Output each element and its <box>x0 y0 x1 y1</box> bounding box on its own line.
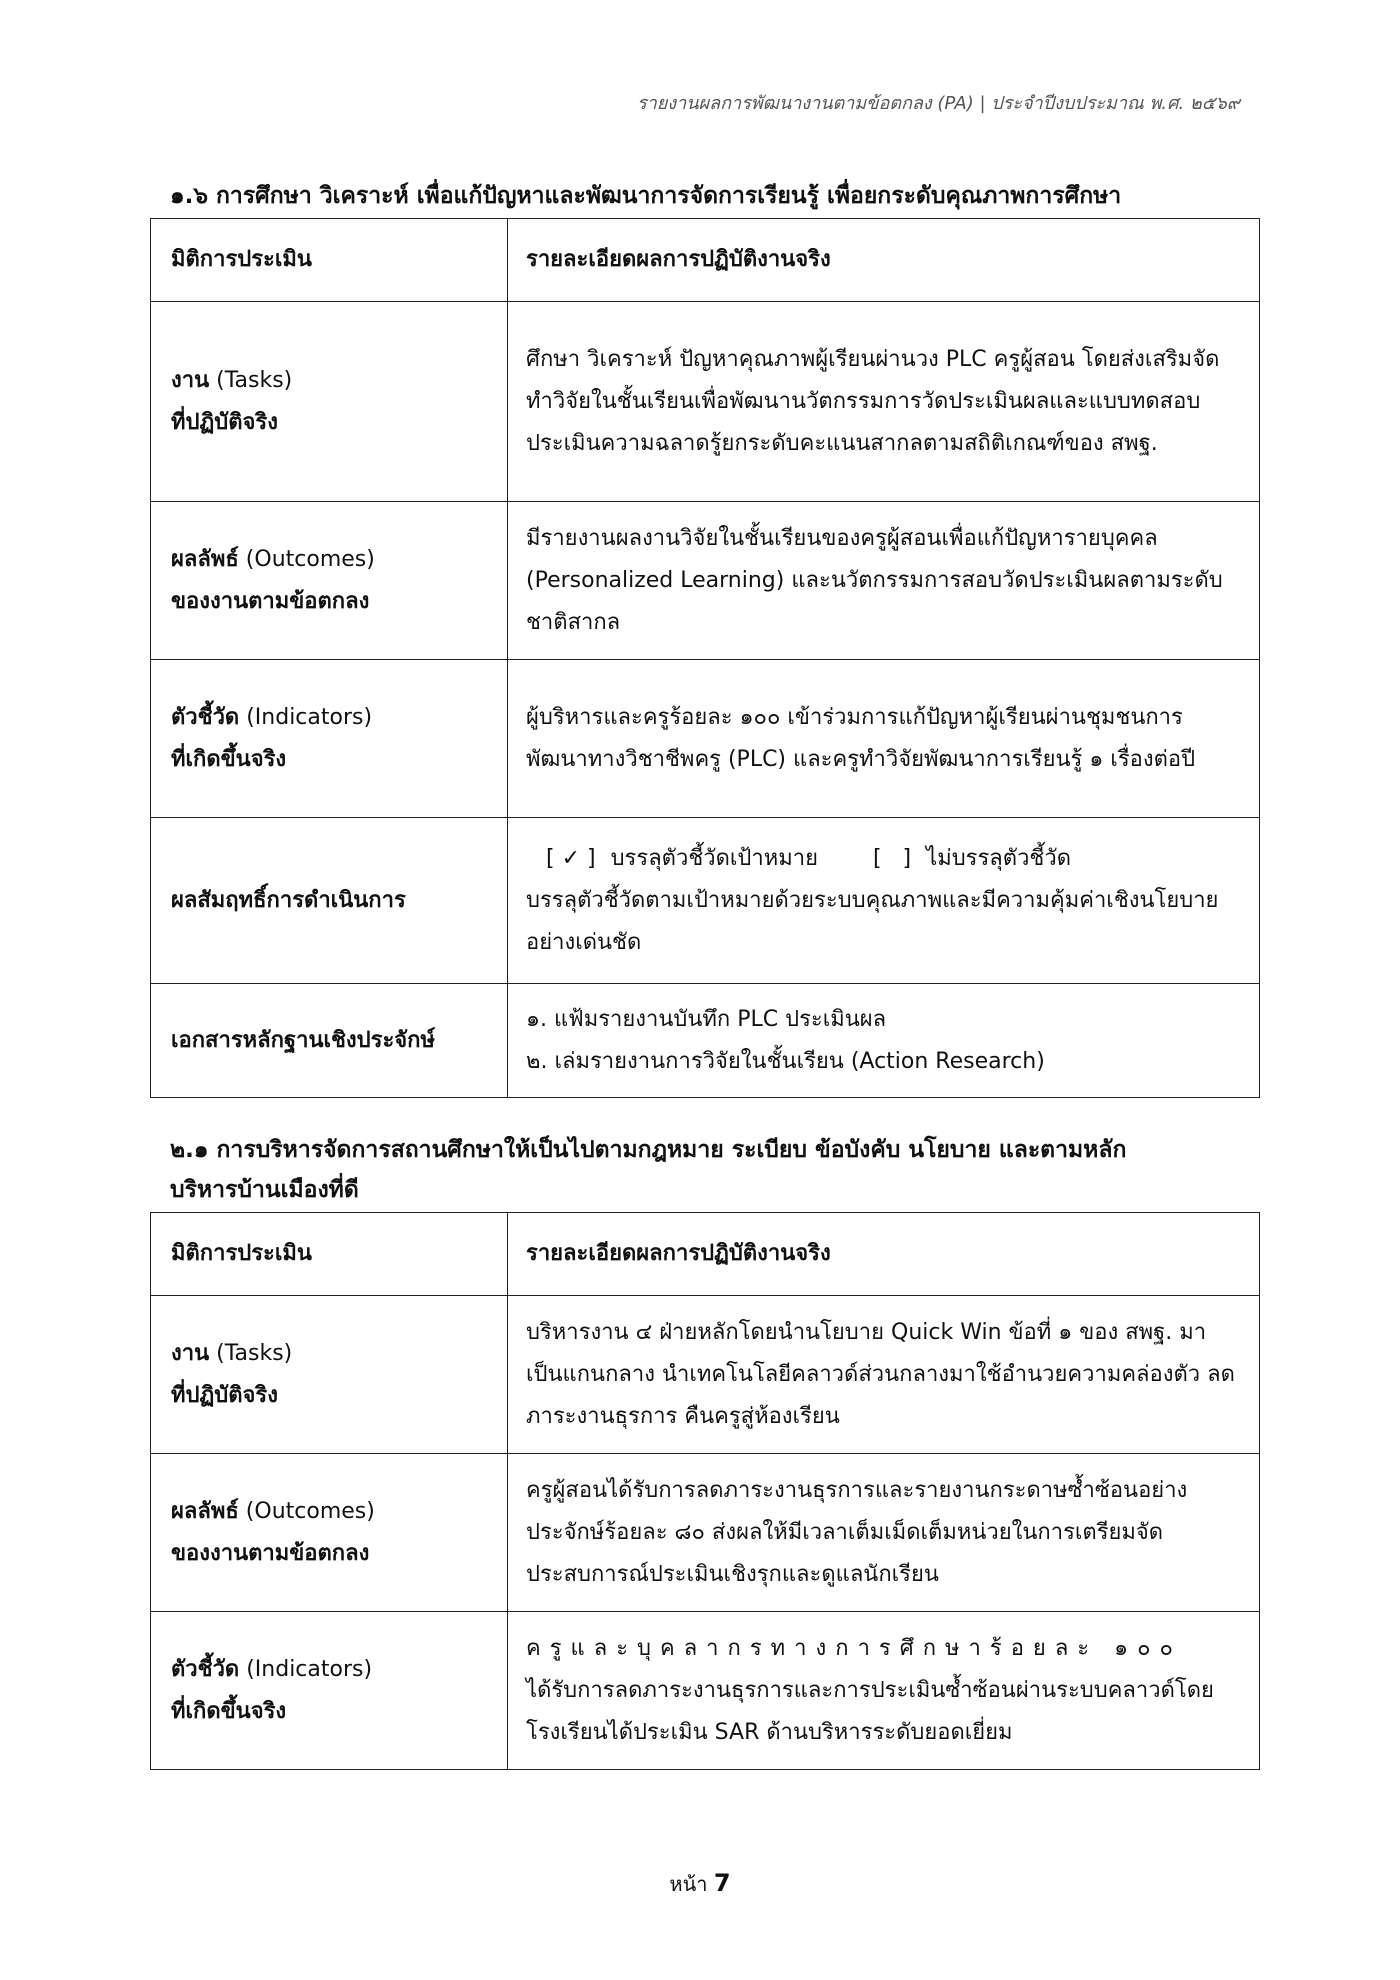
achievement-detail: บรรลุตัวชี้วัดตามเป้าหมายด้วยระบบคุณภาพและมีความคุ้มค่าเชิงนโยบายอย่างเด่นชัด <box>526 887 1219 955</box>
checkbox-label-not-achieved: ไม่บรรลุตัวชี้วัด <box>926 845 1071 871</box>
row-label: ผลสัมฤทธิ์การดำเนินการ <box>151 818 508 984</box>
row-detail: ศึกษา วิเคราะห์ ปัญหาคุณภาพผู้เรียนผ่านวง PLC ครูผู้สอน โดยส่งเสริมจัดทำวิจัยในชั้นเรียนเพื่อพัฒนานวัตกรรมการวัดประเมินผลและแบบทดสอบประเมินความฉลาดรู้ยกระดับคะแนนสากลตามสถิติเกณฑ์ของ สพฐ. <box>508 302 1260 502</box>
evidence-item: ๒. เล่มรายงานการวิจัยในชั้นเรียน (Action Research) <box>526 1048 1045 1074</box>
row-label: ผลลัพธ์ (Outcomes) ของงานตามข้อตกลง <box>151 1454 508 1612</box>
column-header-dimension: มิติการประเมิน <box>151 1213 508 1296</box>
column-header-detail: รายละเอียดผลการปฏิบัติงานจริง <box>508 1213 1260 1296</box>
table-row <box>151 1296 1260 1454</box>
row-label: ผลลัพธ์ (Outcomes) ของงานตามข้อตกลง <box>151 502 508 660</box>
page-number: หน้า 7 <box>669 1869 731 1897</box>
row-detail <box>508 818 1260 984</box>
table-row <box>151 1612 1260 1770</box>
checkbox-label-achieved: บรรลุตัวชี้วัดเป้าหมาย <box>610 845 818 871</box>
row-label: ตัวชี้วัด (Indicators) ที่เกิดขึ้นจริง <box>151 1612 508 1770</box>
table-row <box>151 1454 1260 1612</box>
table-row-evidence <box>151 984 1260 1098</box>
row-detail <box>508 1612 1260 1770</box>
evaluation-table <box>150 1212 1260 1770</box>
table-row <box>151 660 1260 818</box>
table-header-row <box>151 219 1260 302</box>
section-1-6 <box>150 176 1260 1098</box>
evidence-item: ๑. แฟ้มรายงานบันทึก PLC ประเมินผล <box>526 1006 887 1032</box>
row-label: ตัวชี้วัด (Indicators) ที่เกิดขึ้นจริง <box>151 660 508 818</box>
unchecked-checkbox: [ ] <box>872 845 912 871</box>
row-label: เอกสารหลักฐานเชิงประจักษ์ <box>151 984 508 1098</box>
table-row <box>151 302 1260 502</box>
section-2-1 <box>150 1130 1260 1770</box>
page-header: รายงานผลการพัฒนางานตามข้อตกลง (PA) | ประจำปีงบประมาณ พ.ศ. ๒๕๖๙ <box>636 93 1240 114</box>
column-header-detail: รายละเอียดผลการปฏิบัติงานจริง <box>508 219 1260 302</box>
row-detail: บริหารงาน ๔ ฝ่ายหลักโดยนำนโยบาย Quick Win ข้อที่ ๑ ของ สพฐ. มาเป็นแกนกลาง นำเทคโนโลยีคลาวด์ส่วนกลางมาใช้อำนวยความคล่องตัว ลดภาระงานธุรการ คืนครูสู่ห้องเรียน <box>508 1296 1260 1454</box>
row-label: งาน (Tasks) ที่ปฏิบัติจริง <box>151 1296 508 1454</box>
column-header-dimension: มิติการประเมิน <box>151 219 508 302</box>
section-title: ๒.๑ การบริหารจัดการสถานศึกษาให้เป็นไปตามกฎหมาย ระเบียบ ข้อบังคับ นโยบาย และตามหลัก บริหารบ้านเมืองที่ดี <box>170 1137 1127 1203</box>
achievement-checkboxes <box>526 838 1239 880</box>
row-detail: มีรายงานผลงานวิจัยในชั้นเรียนของครูผู้สอนเพื่อแก้ปัญหารายบุคคล (Personalized Learning) และนวัตกรรมการสอบวัดประเมินผลตามระดับชาติสากล <box>508 502 1260 660</box>
table-header-row <box>151 1213 1260 1296</box>
table-row <box>151 502 1260 660</box>
evaluation-table <box>150 218 1260 1098</box>
section-title: ๑.๖ การศึกษา วิเคราะห์ เพื่อแก้ปัญหาและพัฒนาการจัดการเรียนรู้ เพื่อยกระดับคุณภาพการศึกษา <box>170 183 1122 209</box>
checked-checkbox: [ ✓ ] <box>546 845 596 871</box>
row-label: งาน (Tasks) ที่ปฏิบัติจริง <box>151 302 508 502</box>
table-row-achievement <box>151 818 1260 984</box>
row-detail <box>508 984 1260 1098</box>
row-detail-rest: ได้รับการลดภาระงานธุรการและการประเมินซ้ำซ้อนผ่านระบบคลาวด์โดยโรงเรียนได้ประเมิน SAR ด้านบริหารระดับยอดเยี่ยม <box>526 1677 1214 1745</box>
row-detail: ผู้บริหารและครูร้อยละ ๑๐๐ เข้าร่วมการแก้ปัญหาผู้เรียนผ่านชุมชนการพัฒนาทางวิชาชีพครู (PLC) และครูทำวิจัยพัฒนาการเรียนรู้ ๑ เรื่องต่อปี <box>508 660 1260 818</box>
row-detail: ครูผู้สอนได้รับการลดภาระงานธุรการและรายงานกระดาษซ้ำซ้อนอย่างประจักษ์ร้อยละ ๘๐ ส่งผลให้มีเวลาเต็มเม็ดเต็มหน่วยในการเตรียมจัดประสบการณ์ประเมินเชิงรุกและดูแลนักเรียน <box>508 1454 1260 1612</box>
row-detail-line: ครูและบุคลากรทางการศึกษาร้อยละ ๑๐๐ <box>526 1635 1182 1661</box>
